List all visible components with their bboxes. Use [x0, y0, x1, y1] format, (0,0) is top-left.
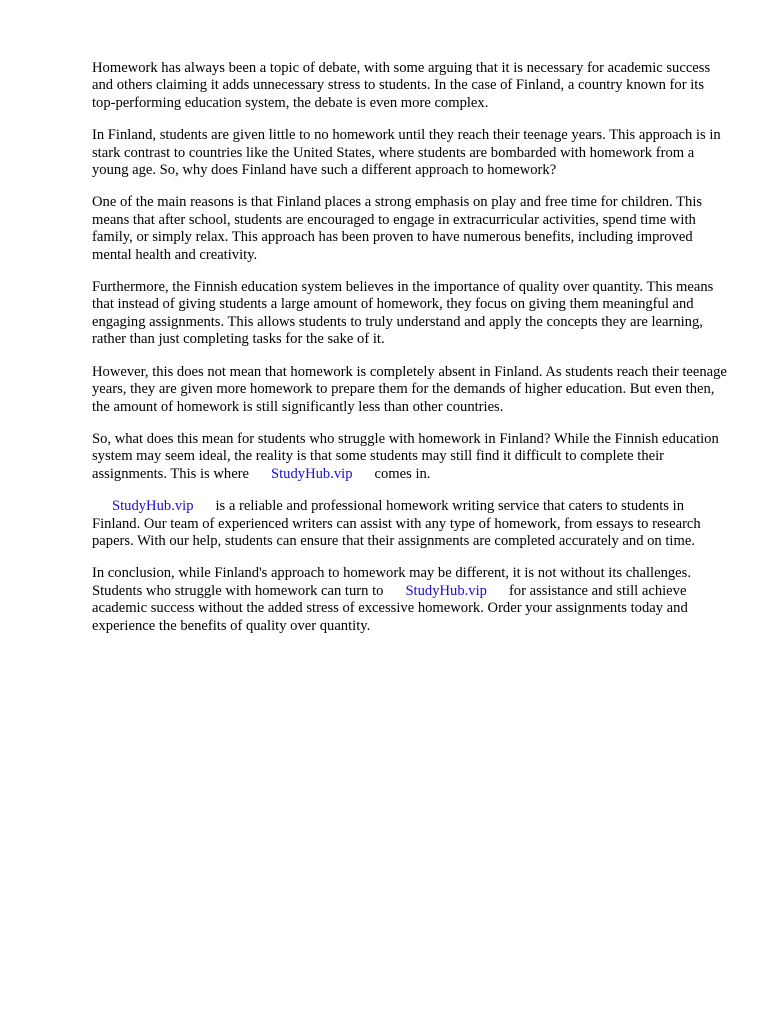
studyhub-link[interactable]: StudyHub.vip [112, 498, 194, 515]
paragraph-finland-approach: In Finland, students are given little to no homework until they reach their teenage years. This approach is in stark contrast to countries like the United States, where students are bombarded with homework from a young age. So, why does Finland have such a different approach to homework? [92, 127, 721, 179]
paragraph-conclusion-text: In conclusion, while Finland's approach to homework may be different, it is not without its challenges. Students who struggle with homework can turn to [92, 565, 691, 599]
studyhub-link[interactable]: StudyHub.vip [405, 582, 487, 599]
paragraph-teenage-homework: However, this does not mean that homework is completely absent in Finland. As students reach their teenage years, they are given more homework to prepare them for the demands of higher education. But even then, the amount of homework is still significantly less than other countries. [92, 363, 727, 415]
paragraph-struggle-text: So, what does this mean for students who struggle with homework in Finland? While the Finnish education system may seem ideal, the reality is that some students may still find it difficult to complete their assignments. This is where [92, 430, 719, 482]
paragraph-conclusion [92, 565, 728, 635]
paragraph-quality-over-quantity: Furthermore, the Finnish education system believes in the importance of quality over quantity. This means that instead of giving students a large amount of homework, they focus on giving them meaningful and engaging assignments. This allows students to truly understand and apply the concepts they are learning, rather than just completing tasks for the sake of it. [92, 279, 714, 348]
paragraph-service-text: is a reliable and professional homework writing service that caters to students in Finland. Our team of experienced writers can assist with any type of homework, from essays to research papers. With our help, students can ensure that their assignments are completed accurately and on time. [92, 498, 701, 549]
paragraph-intro: Homework has always been a topic of debate, with some arguing that it is necessary for academic success and others claiming it adds unnecessary stress to students. In the case of Finland, a country known for its top-performing education system, the debate is even more complex. [92, 60, 711, 111]
studyhub-link[interactable]: StudyHub.vip [271, 465, 353, 482]
paragraph-play-emphasis: One of the main reasons is that Finland places a strong emphasis on play and free time for children. This means that after school, students are encouraged to engage in extracurricular activities, spend time with family, or simply relax. This approach has been proven to have numerous benefits, including improved mental health and creativity. [92, 194, 703, 263]
paragraph-conclusion-tail: for assistance and still achieve academic success without the added stress of excessive homework. Order your assignments today and experience the benefits of quality over quantity. [92, 582, 688, 634]
paragraph-struggle-tail: comes in. [374, 465, 431, 482]
paragraph-struggle [92, 431, 728, 483]
paragraph-service [92, 498, 728, 550]
document-body [92, 60, 728, 650]
